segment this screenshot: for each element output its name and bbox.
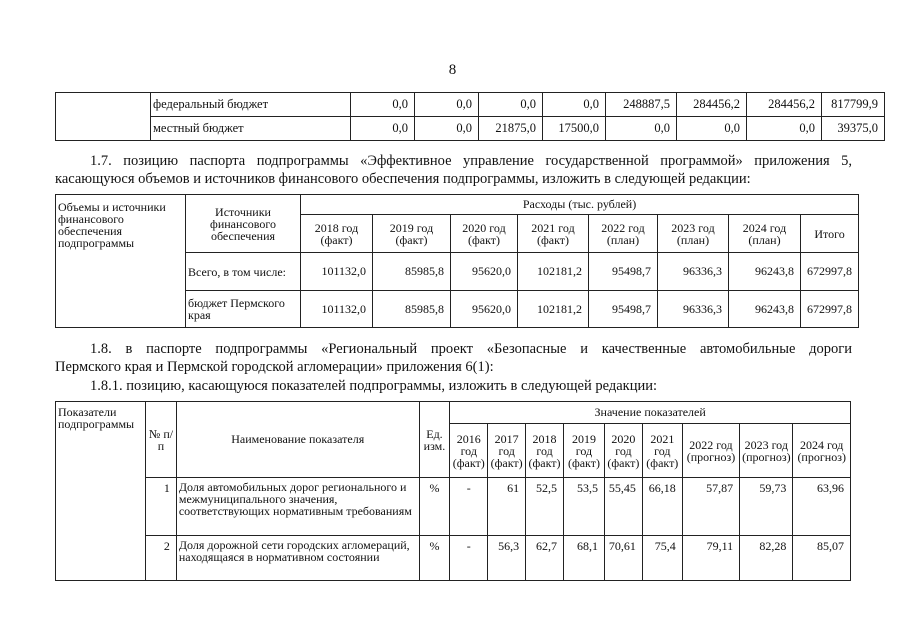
year-header: 2017 год (факт)	[488, 424, 526, 478]
cell: -	[450, 536, 488, 581]
funding-table	[55, 194, 859, 328]
expenses-header: Расходы (тыс. рублей)	[301, 195, 859, 215]
year-header: 2018 год (факт)	[526, 424, 564, 478]
year-header: 2020 год (факт)	[604, 424, 642, 478]
year-header: 2022 год (план)	[589, 215, 658, 253]
year-header: 2021 год (факт)	[518, 215, 589, 253]
cell: 17500,0	[543, 117, 606, 141]
table-row	[56, 402, 851, 424]
cell: 817799,9	[822, 93, 885, 117]
cell: 21875,0	[479, 117, 543, 141]
year-header: 2023 год (прогноз)	[740, 424, 793, 478]
cell: 102181,2	[518, 291, 589, 328]
para-1-8-1: 1.8.1. позицию, касающуюся показателей подпрограммы, изложить в следующей редакции:	[90, 378, 658, 394]
cell: 57,87	[682, 478, 739, 536]
unit: %	[419, 536, 450, 581]
cell: 0,0	[479, 93, 543, 117]
indicator-name: Доля дорожной сети городских агломераций, находящаяся в нормативном состоянии	[176, 536, 419, 581]
cell: 82,28	[740, 536, 793, 581]
cell: 61	[488, 478, 526, 536]
cell: 96336,3	[658, 253, 729, 291]
col-header-sources: Источники финансового обеспечения	[186, 195, 301, 253]
cell: 70,61	[604, 536, 642, 581]
year-header: 2022 год (прогноз)	[682, 424, 739, 478]
row-label: бюджет Пермского края	[186, 291, 301, 328]
table-row	[56, 536, 851, 581]
para-1-8-line1: 1.8. в паспорте подпрограммы «Региональный проект «Безопасные и качественные автомобильные дороги	[90, 341, 852, 357]
year-header: 2021 год (факт)	[642, 424, 682, 478]
cell: 0,0	[351, 117, 415, 141]
col-header-indicators: Показатели подпрограммы	[56, 402, 146, 581]
cell: 85985,8	[373, 291, 451, 328]
cell: 95620,0	[451, 253, 518, 291]
col-header-sources-volume: Объемы и источники финансового обеспечения подпрограммы	[56, 195, 186, 328]
col-header-number: № п/п	[146, 402, 177, 478]
cell: 75,4	[642, 536, 682, 581]
year-header: 2024 год (план)	[729, 215, 801, 253]
cell: 95620,0	[451, 291, 518, 328]
empty-cell	[56, 93, 151, 141]
cell: 62,7	[526, 536, 564, 581]
cell: 0,0	[351, 93, 415, 117]
cell: 672997,8	[801, 253, 859, 291]
year-header: 2020 год (факт)	[451, 215, 518, 253]
page-number: 8	[448, 62, 457, 78]
cell: 68,1	[563, 536, 604, 581]
row-number: 2	[146, 536, 177, 581]
row-label: местный бюджет	[151, 117, 351, 141]
year-header: 2019 год (факт)	[563, 424, 604, 478]
col-header-unit: Ед. изм.	[419, 402, 450, 478]
col-header-name: Наименование показателя	[176, 402, 419, 478]
cell: 56,3	[488, 536, 526, 581]
cell: 59,73	[740, 478, 793, 536]
table-row	[56, 117, 885, 141]
cell: 96243,8	[729, 253, 801, 291]
cell: 96243,8	[729, 291, 801, 328]
cell: 85,07	[793, 536, 851, 581]
year-header: 2019 год (факт)	[373, 215, 451, 253]
cell: 39375,0	[822, 117, 885, 141]
cell: 52,5	[526, 478, 564, 536]
cell: 0,0	[677, 117, 747, 141]
cell: 672997,8	[801, 291, 859, 328]
cell: 0,0	[606, 117, 677, 141]
cell: 284456,2	[677, 93, 747, 117]
year-header: 2023 год (план)	[658, 215, 729, 253]
cell: 85985,8	[373, 253, 451, 291]
cell: 0,0	[415, 117, 479, 141]
indicator-name: Доля автомобильных дорог регионального и межмуниципального значения, соответствующих нормативным требованиям	[176, 478, 419, 536]
cell: 53,5	[563, 478, 604, 536]
para-1-7-line2: касающуюся объемов и источников финансового обеспечения подпрограммы, изложить в следующей редакции:	[55, 171, 751, 187]
unit: %	[419, 478, 450, 536]
cell: 284456,2	[747, 93, 822, 117]
table-row	[56, 478, 851, 536]
row-number: 1	[146, 478, 177, 536]
cell: 95498,7	[589, 253, 658, 291]
cell: 101132,0	[301, 291, 373, 328]
cell: 0,0	[747, 117, 822, 141]
cell: 0,0	[415, 93, 479, 117]
indicators-table	[55, 401, 851, 581]
table-row	[56, 195, 859, 215]
cell: -	[450, 478, 488, 536]
cell: 102181,2	[518, 253, 589, 291]
cell: 55,45	[604, 478, 642, 536]
cell: 63,96	[793, 478, 851, 536]
year-header: 2024 год (прогноз)	[793, 424, 851, 478]
cell: 101132,0	[301, 253, 373, 291]
cell: 79,11	[682, 536, 739, 581]
year-header: 2018 год (факт)	[301, 215, 373, 253]
table-row	[56, 93, 885, 117]
cell: 248887,5	[606, 93, 677, 117]
para-1-7-line1: 1.7. позицию паспорта подпрограммы «Эффективное управление государственной программой» приложения 5,	[90, 153, 852, 169]
cell: 96336,3	[658, 291, 729, 328]
values-header: Значение показателей	[450, 402, 851, 424]
year-header: 2016 год (факт)	[450, 424, 488, 478]
para-1-8-line2: Пермского края и Пермской городской агломерации» приложения 6(1):	[55, 359, 494, 375]
row-label: Всего, в том числе:	[186, 253, 301, 291]
cell: 66,18	[642, 478, 682, 536]
funding-continuation-table	[55, 92, 885, 141]
row-label: федеральный бюджет	[151, 93, 351, 117]
cell: 95498,7	[589, 291, 658, 328]
cell: 0,0	[543, 93, 606, 117]
total-header: Итого	[801, 215, 859, 253]
